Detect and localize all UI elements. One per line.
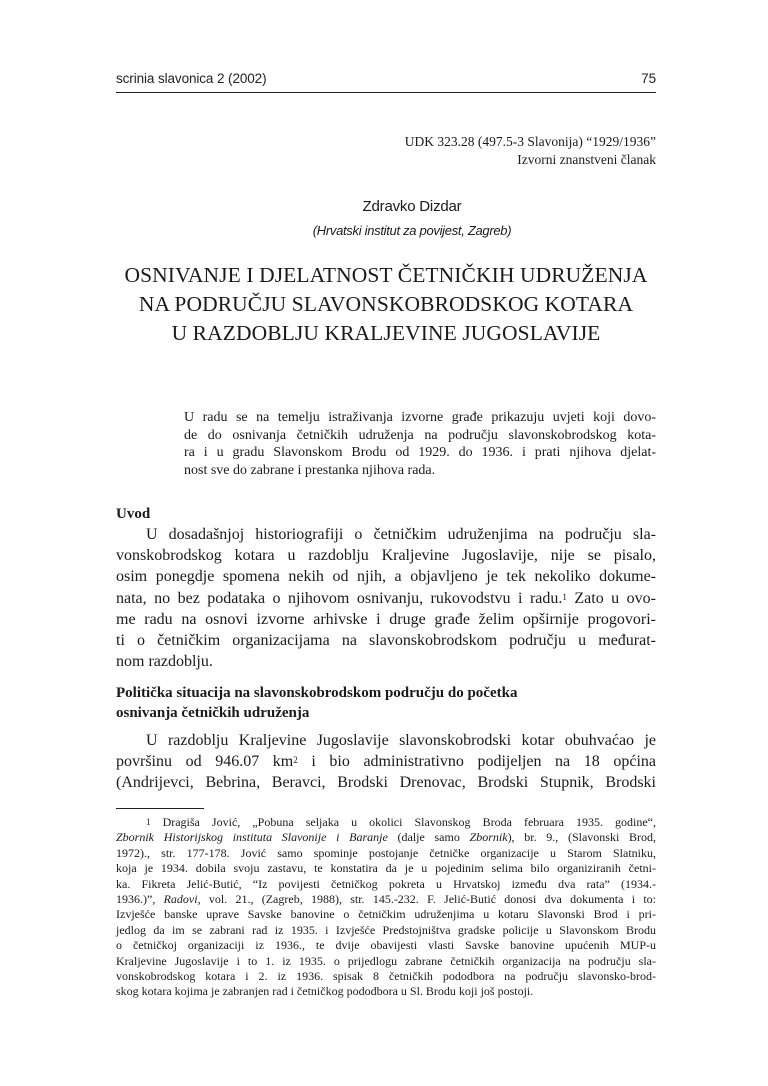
body-line-part: Zato u ovo-	[574, 589, 656, 607]
superscript: 2	[293, 755, 298, 766]
author-name: Zdravko Dizdar	[362, 198, 462, 215]
footnote-line: Kraljevine Jugoslavije i to 1. iz 1935. o prijedlogu zabrane četničkih organizacija na području sla-	[116, 953, 656, 968]
footnote-ref[interactable]: 1	[562, 591, 567, 602]
footnote-line: skog kotara kojima je zabranjen rad i četničkog pododbora u Sl. Brodu koji još postoji.	[116, 984, 534, 999]
footnote-line	[116, 830, 656, 845]
body-line-part: nata, no bez podataka o njihovom osnivanju, rukovodstvu i radu.	[116, 589, 563, 607]
title-line: NA PODRUČJU SLAVONSKOBRODSKOG KOTARA	[138, 292, 634, 316]
footnote-line-part: (dalje samo	[397, 830, 460, 845]
footnote-line	[116, 892, 656, 907]
footnote-line-part: Dragiša Jović, „Pobuna seljaka u okolici Slavonskog Broda februara 1935. godine“,	[162, 815, 657, 829]
body-line: me radu na osnovi izvorne arhivske i druge građe želim opširnije progovori-	[116, 610, 656, 628]
footnote-line: koja je 1934. dobila svoju zastavu, te konstatira da je u pojedinim selima bilo organiziranih četni-	[116, 861, 656, 876]
journal-abbrev-italic: Zbornik	[469, 830, 508, 845]
classification-block	[300, 133, 656, 168]
section-heading-uvod	[116, 504, 656, 524]
body-line: U razdoblju Kraljevine Jugoslavije slavonskobrodski kotar obuhvaćao je	[146, 732, 656, 749]
footnote-line: jedlog da im se zabrani rad iz 1935. i Izvješće Predstojništva gradske policije u Slavonskom Brodu	[116, 922, 656, 937]
section-heading-text: Uvod	[116, 506, 151, 522]
body-line: (Andrijevci, Bebrina, Beravci, Brodski Drenovac, Brodski Stupnik, Brodski	[116, 774, 656, 792]
body-line-part: i bio administrativno podijeljen na 18 općina	[311, 753, 657, 771]
footnote-line: o četničkoj organizaciji iz 1936., te dvije obavijesti vlasti Savske banovine upućenih MUP-u	[116, 938, 656, 953]
section-heading-line: osnivanja četničkih udruženja	[116, 705, 310, 721]
title-line: U RAZDOBLJU KRALJEVINE JUGOSLAVIJE	[171, 321, 601, 345]
article-title	[110, 261, 662, 348]
journal-title-italic: Zbornik Historijskog instituta Slavonije i Baranje	[116, 830, 388, 845]
footnote-line: Izvješće banske uprave Savske banovine o četničkim udruženjima u kotaru Slavonski Brod i pri-	[116, 907, 656, 922]
footnote-line: 1972)., str. 177-178. Jović samo spominje postojanje četničke organizacije u Starom Slatniku,	[116, 845, 656, 860]
footnote-line-part: 1936.)”,	[116, 892, 156, 907]
body-line: osim ponegdje spomena nekih od njih, a objavljeno je tek nekoliko dokume-	[116, 568, 656, 586]
footnote	[116, 815, 656, 1000]
udk-code: UDK 323.28 (497.5-3 Slavonija) “1929/1936”	[404, 134, 656, 149]
header-divider	[116, 92, 656, 93]
page-number: 75	[641, 71, 656, 86]
section-body-uvod	[116, 524, 656, 672]
footnote-line-part: ), br. 9., (Slavonski Brod,	[507, 830, 656, 845]
footnote-line: vonskobrodskog kotara i 2. iz 1936. spisak 8 četničkih pododbora na području slavonsko-brod-	[116, 969, 656, 984]
footnote-line-part: vol. 21., (Zagreb, 1988), str. 145.-232. F. Jelić-Butić donosi dva dokumenta i to:	[208, 892, 656, 907]
body-line-part: površinu od 946.07 km	[116, 753, 294, 771]
abstract-line: U radu se na temelju istraživanja izvorne građe prikazuju uvjeti koji dovo-	[184, 410, 656, 425]
article-type: Izvorni znanstveni članak	[517, 151, 656, 167]
section-body-politicka-situacija	[116, 730, 656, 794]
footnote-line: ka. Fikreta Jelić-Butić, “Iz povijesti četničkog pokreta u Hrvatskoj između dva rata” (1934.-	[116, 876, 656, 891]
body-line: vonskobrodskog kotara u razdoblju Kraljevine Jugoslavije, nije se pisalo,	[116, 547, 656, 565]
abstract-line: de do osnivanja četničkih udruženja na području slavonskobrodskog kota-	[184, 427, 656, 443]
running-head	[116, 71, 656, 86]
journal-radovi-italic: Radovi,	[163, 892, 201, 907]
footnote-line	[116, 815, 656, 830]
abstract	[184, 409, 656, 479]
title-line: OSNIVANJE I DJELATNOST ČETNIČKIH UDRUŽENJA	[124, 263, 648, 287]
section-heading-line: Politička situacija na slavonskobrodskom području do početka	[116, 685, 518, 701]
footnote-number: 1	[146, 817, 151, 827]
body-line: nom razdoblju.	[116, 653, 213, 671]
body-line: U dosadašnjoj historiografiji o četničkim udruženjima na području sla-	[146, 526, 656, 543]
footnote-divider	[116, 808, 204, 809]
journal-name: scrinia slavonica 2 (2002)	[116, 71, 267, 86]
abstract-line: ra i u gradu Slavonskom Brodu od 1929. do 1936. i prati njihova djelat-	[184, 445, 656, 460]
abstract-line: nost sve do zabrane i prestanka njihova rada.	[184, 462, 436, 478]
body-line	[116, 588, 656, 609]
body-line	[116, 751, 656, 772]
body-line: ti o četničkim organizacijama na slavonskobrodskom području u međurat-	[116, 632, 656, 650]
author-affiliation: (Hrvatski institut za povijest, Zagreb)	[312, 223, 512, 238]
section-heading-politicka-situacija	[116, 683, 656, 723]
